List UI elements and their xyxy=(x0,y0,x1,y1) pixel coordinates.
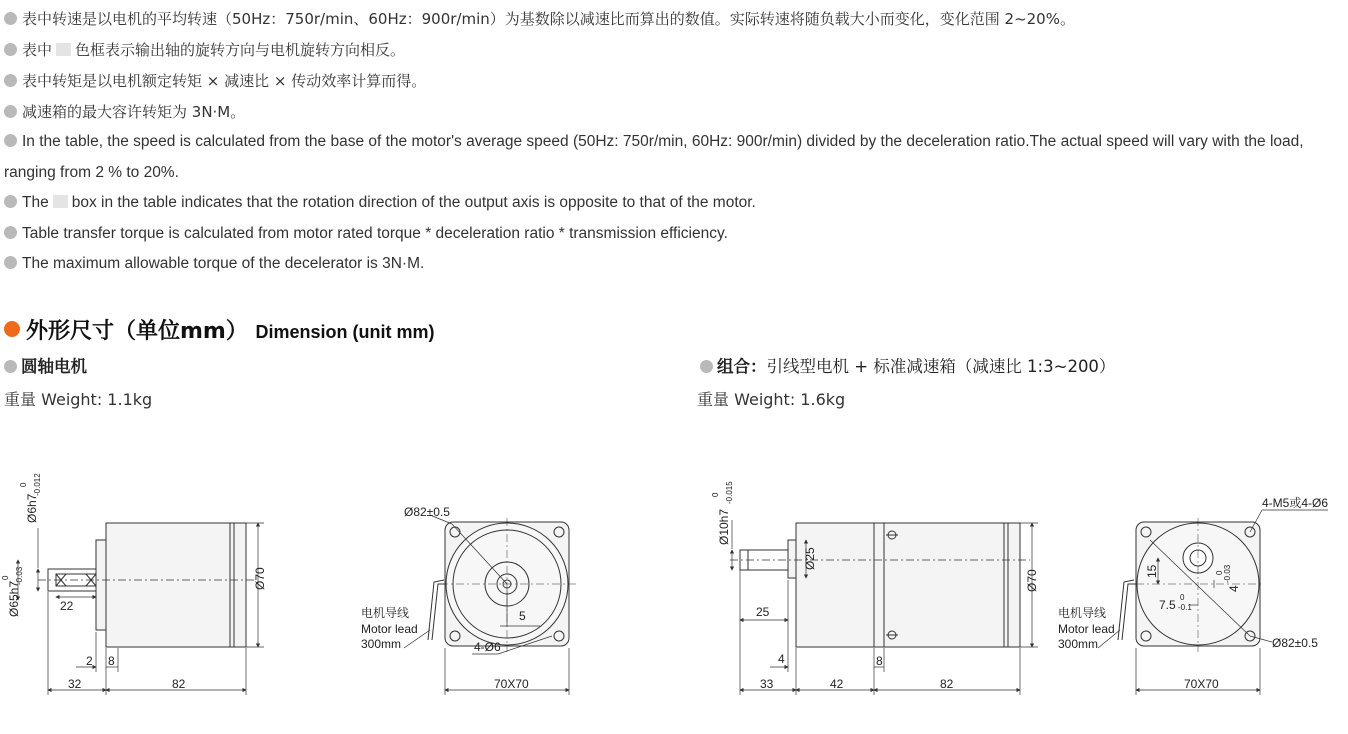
note-cn-torque: 表中转矩是以电机额定转矩 × 减速比 × 传动效率计算而得。 xyxy=(4,71,426,91)
note-en-max-torque: The maximum allowable torque of the decelerator is 3N·M. xyxy=(4,254,424,274)
right-dim-4: 4 xyxy=(778,652,785,666)
right-dim-82: 82 xyxy=(940,677,954,691)
left-flat-tol-bot: -0.03 xyxy=(15,566,24,585)
left-front-lead-en: Motor lead xyxy=(361,622,418,636)
left-body-dia: Ø70 xyxy=(253,567,267,590)
left-shaft-tol-top: 0 xyxy=(19,482,28,487)
right-front-dim-4: 4 xyxy=(1227,585,1241,592)
right-front-dim-75-tol-bot: -0.1 xyxy=(1178,603,1192,612)
right-dim-25: 25 xyxy=(756,605,770,619)
left-front-dim-5: 5 xyxy=(519,609,526,623)
right-front-dim-75-tol-top: 0 xyxy=(1180,593,1185,602)
left-front-lead-cn: 电机导线 xyxy=(361,606,410,620)
right-shaft-tol-top: 0 xyxy=(711,492,720,497)
right-dim-8: 8 xyxy=(876,654,883,668)
left-front-holes: 4-Ø6 xyxy=(474,640,501,654)
left-front-view xyxy=(404,515,578,695)
left-side-view xyxy=(18,523,264,695)
right-front-dim-75: 7.5 xyxy=(1159,598,1176,612)
right-model-label: 组合：引线型电机 + 标准减速箱（减速比 1:3~200） xyxy=(700,353,1115,377)
note-en-box: The box in the table indicates that the rotation direction of the output axis is opposite to that of the motor. xyxy=(4,193,756,213)
left-model-label: 圆轴电机 xyxy=(4,353,87,377)
left-dim-2: 2 xyxy=(86,654,93,668)
right-shaft-tol-bot: -0.015 xyxy=(725,481,734,504)
right-front-dim-4-tol-bot: -0.03 xyxy=(1223,564,1232,583)
right-front-size: 70X70 xyxy=(1184,677,1219,691)
left-dim-32: 32 xyxy=(68,677,82,691)
right-boss-dia: Ø25 xyxy=(803,547,817,570)
right-dim-42: 42 xyxy=(830,677,844,691)
right-weight: 重量 Weight: 1.6kg xyxy=(697,390,846,409)
right-dim-33: 33 xyxy=(760,677,774,691)
right-front-lead-len: 300mm xyxy=(1058,637,1099,651)
left-front-size: 70X70 xyxy=(494,677,529,691)
left-dim-8: 8 xyxy=(108,654,115,668)
left-shaft-dia: Ø6h7 xyxy=(25,493,39,523)
note-en-torque: Table transfer torque is calculated from motor rated torque * deceleration ratio * transmission efficiency. xyxy=(4,224,728,244)
note-en-speed: In the table, the speed is calculated from the base of the motor's average speed (50Hz: 750r/min, 60Hz: 900r/min) divided by the deceleration ratio.The actual speed will vary with the load, xyxy=(4,132,1304,152)
left-flat-dia: Ø65h7 xyxy=(7,580,21,617)
right-front-dim-4-tol-top: 0 xyxy=(1215,570,1224,575)
note-en-speed-cont: ranging from 2 % to 20%. xyxy=(4,164,179,181)
right-body-dia: Ø70 xyxy=(1025,569,1039,592)
right-front-lead-cn: 电机导线 xyxy=(1058,606,1107,620)
note-cn-box: 表中 色框表示输出轴的旋转方向与电机旋转方向相反。 xyxy=(4,40,405,60)
note-cn-speed: 表中转速是以电机的平均转速（50Hz：750r/min、60Hz：900r/min）为基数除以减速比而算出的数值。实际转速将随负载大小而变化，变化范围 2~20%。 xyxy=(4,9,1075,29)
left-key-len: 22 xyxy=(60,599,74,613)
left-flat-tol-top: 0 xyxy=(1,575,10,580)
right-front-lead-en: Motor lead xyxy=(1058,622,1115,636)
right-front-pcd: Ø82±0.5 xyxy=(1272,636,1318,650)
left-shaft-tol-bot: -0.012 xyxy=(33,473,42,496)
right-front-view xyxy=(1098,510,1328,695)
left-dim-82: 82 xyxy=(172,677,186,691)
left-front-lead-len: 300mm xyxy=(361,637,402,651)
right-front-dim-15: 15 xyxy=(1145,564,1159,578)
left-front-pcd: Ø82±0.5 xyxy=(404,505,450,519)
section-heading: 外形尺寸（单位mm） Dimension (unit mm) xyxy=(4,314,435,345)
note-cn-max-torque: 减速箱的最大容许转矩为 3N·M。 xyxy=(4,102,245,122)
left-weight: 重量 Weight: 1.1kg xyxy=(4,390,153,409)
right-shaft-dia: Ø10h7 xyxy=(717,508,731,545)
right-side-view xyxy=(730,520,1038,695)
right-front-holes: 4-M5或4-Ø6 xyxy=(1262,496,1329,510)
